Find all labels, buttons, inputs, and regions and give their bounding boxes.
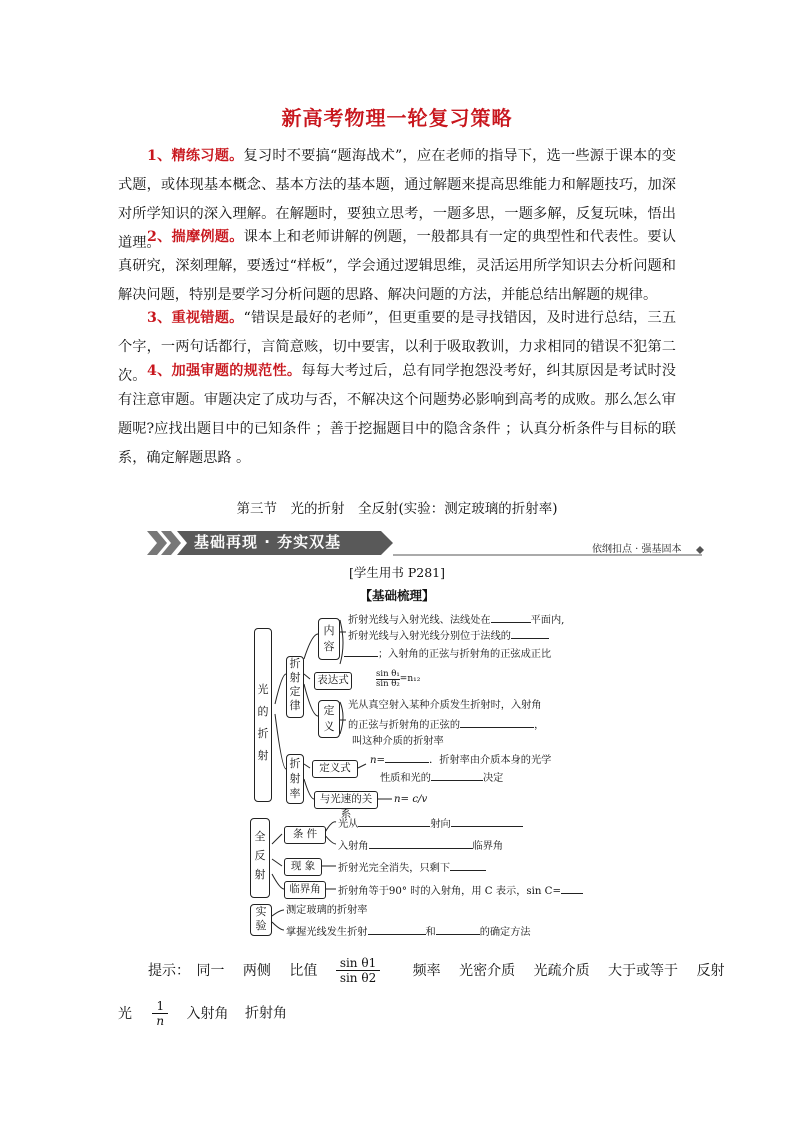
blank xyxy=(491,612,531,623)
hint-item: 两侧 xyxy=(242,962,271,979)
content-line-3 xyxy=(344,646,551,661)
cond-line-1-b: 射向 xyxy=(430,819,451,830)
def-expr-line-1-a: n= xyxy=(370,755,386,766)
blank xyxy=(358,816,430,827)
expression-den: sin θ₂ xyxy=(376,679,400,689)
connector-law-expr xyxy=(304,674,310,679)
node-law xyxy=(286,656,304,718)
root-total-reflection-label: 全反射 xyxy=(254,830,266,881)
hint-item: 入射角 xyxy=(186,1005,229,1022)
def-expr-line-2-a: 性质和光的 xyxy=(380,773,431,784)
def-line-3 xyxy=(352,735,444,748)
node-definition-label: 定义 xyxy=(323,704,335,733)
connector-law-content xyxy=(304,634,318,659)
hint-line-1 xyxy=(148,956,738,985)
paragraph-text: “错误是最好的老师”，但更重要的是寻找错因，及时进行总结，三五个字，一两句话都行，言简意赅，切中要害，以利于吸取教训，力求相同的错误不犯第二次。 xyxy=(118,310,677,384)
hint-fraction-2-num: 1 xyxy=(152,999,168,1014)
root-experiment-label: 实验 xyxy=(255,905,267,932)
hint-label: 提示： xyxy=(148,962,190,979)
node-speed-relation xyxy=(314,791,378,820)
hint-item: 反射 xyxy=(696,962,725,979)
def-expr-line-1-b: ．折射率由介质本身的光学 xyxy=(429,755,552,766)
hint-item: 比值 xyxy=(289,962,318,979)
def-line-2 xyxy=(348,717,544,732)
connector-root2-crit xyxy=(272,874,284,889)
content-line-1-a: 折射光线与入射光线、法线处在 xyxy=(348,615,491,626)
blank xyxy=(431,770,483,781)
node-critical-label: 临界角 xyxy=(289,883,321,895)
node-expression xyxy=(314,672,352,690)
connector-index-defexpr xyxy=(304,764,310,768)
root-refraction-label: 光的折射 xyxy=(257,683,269,762)
hint-item: 大于或等于 xyxy=(608,962,679,979)
node-def-expr xyxy=(312,760,358,778)
banner-diamond-icon xyxy=(696,546,704,554)
crit-line xyxy=(338,883,583,898)
node-expression-label: 表达式 xyxy=(317,674,349,686)
root-refraction xyxy=(254,628,272,802)
def-expr-line-1 xyxy=(370,752,551,767)
hint-item: 频率 xyxy=(412,962,441,979)
paragraph-lead: 4、加强审题的规范性。 xyxy=(147,363,302,379)
summary-title: 【基础梳理】 xyxy=(359,588,435,603)
connector-root1-law xyxy=(275,674,286,704)
paragraph-4 xyxy=(118,357,676,473)
node-phenomenon-label: 现 象 xyxy=(290,860,316,872)
blank xyxy=(344,646,378,657)
root-total-reflection xyxy=(250,818,270,898)
def-expr-line-2 xyxy=(380,770,503,785)
student-book-ref: [学生用书 P281] xyxy=(349,565,445,580)
page-title: 新高考物理一轮复习策略 xyxy=(281,106,513,130)
paragraph-text: 课本上和老师讲解的例题，一般都具有一定的典型性和代表性。要认真研究，深刻理解，要透过“样板”，学会通过逻辑思维，灵活运用所学知识去分析问题和解决问题，特别是要学习分析问题的思路、解决问题的方法，并能总结出解题的规律。 xyxy=(118,229,676,303)
paragraph-lead: 1、精练习题。 xyxy=(147,148,244,164)
content-line-3-a: ；入射角的正弦与折射角的正弦成正比 xyxy=(378,649,552,660)
blank xyxy=(460,717,534,728)
blank xyxy=(368,924,426,935)
mindmap xyxy=(240,604,580,944)
connector-def-lines xyxy=(340,702,346,734)
def-line-3-text: 叫这种介质的折射率 xyxy=(352,736,444,747)
banner-right-text: 依纲扣点 · 强基固本 xyxy=(592,544,682,555)
phen-line-text: 折射光完全消失，只剩下 xyxy=(338,863,451,874)
hint-line-2 xyxy=(118,999,287,1028)
connector-defexpr-line xyxy=(358,764,366,768)
hint-item: 折射角 xyxy=(245,1005,287,1022)
blank xyxy=(561,883,583,894)
connector-root2-phen xyxy=(272,859,282,866)
phen-line xyxy=(338,860,486,875)
cond-line-1-a: 光从 xyxy=(338,819,359,830)
blank xyxy=(436,924,480,935)
def-expr-line-2-b: 决定 xyxy=(482,773,504,784)
hint-item: 同一 xyxy=(196,962,225,979)
node-speed-label: 与光速的关系 xyxy=(319,793,373,820)
connector-root2-cond xyxy=(272,834,282,844)
cond-line-2 xyxy=(338,838,503,853)
exp-line-1-text: 测定玻璃的折射率 xyxy=(286,905,368,916)
blank xyxy=(369,838,473,849)
exp-line-2 xyxy=(286,924,531,939)
hint-fraction-den: sin θ2 xyxy=(339,971,377,985)
blank xyxy=(450,860,486,871)
blank xyxy=(451,816,523,827)
hint-item: 光密介质 xyxy=(459,962,516,979)
exp-line-2-b: 和 xyxy=(425,927,436,938)
paragraph-text: 每每大考过后，总有同学抱怨没考好，纠其原因是考试时没有注意审题。审题决定了成功与否，不解决这个问题势必影响到高考的成败。那么怎么审题呢?应找出题目中的已知条件 ；善于挖掘题目中的隐含条件 ；认真分析条件与目标的联系，确定解题思路 。 xyxy=(118,363,676,466)
banner-left-text: 基础再现 · 夯实双基 xyxy=(194,533,342,551)
crit-line-text: 折射角等于90° 时的入射角，用 C 表示，sin C= xyxy=(338,886,561,897)
root-experiment xyxy=(250,904,272,936)
paragraph-lead: 2、揣摩例题。 xyxy=(147,229,244,245)
expression-num: sin θ₁ xyxy=(376,669,400,679)
cond-line-1 xyxy=(338,816,523,831)
node-definition xyxy=(318,700,340,738)
node-index-label: 折射率 xyxy=(289,757,301,800)
connector-index-speed xyxy=(304,779,314,799)
node-critical-angle xyxy=(284,881,326,899)
node-index xyxy=(286,754,304,804)
section-title: 第三节 光的折射 全反射(实验：测定玻璃的折射率) xyxy=(236,501,558,517)
cond-line-2-a: 入射角 xyxy=(338,841,369,852)
node-condition-label: 条 件 xyxy=(292,828,318,840)
node-content-label: 内容 xyxy=(323,624,335,653)
speed-expression: n= c/v xyxy=(394,794,428,805)
def-line-2-a: 的正弦与折射角的正弦的 xyxy=(348,720,461,731)
connector-root1-index xyxy=(275,714,286,769)
node-content xyxy=(318,618,340,660)
hint-item: 光 xyxy=(118,1005,132,1022)
blank xyxy=(511,628,549,639)
def-line-1 xyxy=(348,699,542,712)
blank xyxy=(385,752,429,763)
exp-line-1 xyxy=(286,904,368,917)
exp-line-2-c: 的确定方法 xyxy=(479,927,531,938)
node-phenomenon xyxy=(284,858,322,876)
exp-line-2-a: 掌握光线发生折射 xyxy=(286,927,368,938)
expression-rhs: =n₁₂ xyxy=(399,674,421,684)
content-line-1-b: 平面内, xyxy=(530,615,565,626)
node-def-expr-label: 定义式 xyxy=(319,762,351,774)
hint-fraction-2-den: n xyxy=(156,1014,165,1028)
hint-fraction xyxy=(336,956,394,985)
node-condition xyxy=(284,826,326,844)
expression-formula xyxy=(376,670,420,689)
cond-line-2-b: 临界角 xyxy=(472,841,504,852)
paragraph-2 xyxy=(118,223,676,310)
node-law-label: 折射定律 xyxy=(289,657,301,712)
hint-fraction-2 xyxy=(152,999,168,1028)
expression-fraction xyxy=(376,670,400,689)
content-line-1 xyxy=(348,612,564,627)
paragraph-text: 复习时不要搞“题海战术”，应在老师的指导下，选一些源于课本的变式题，或体现基本概念、基本方法的基本题，通过解题来提高思维能力和解题技巧，加深对所学知识的深入理解。在解题时，要独立思考，一题多思，一题多解，反复玩味，悟出道理。 xyxy=(118,148,677,251)
connector-exp-lines xyxy=(272,910,284,930)
content-line-2 xyxy=(348,628,549,643)
def-line-1-text: 光从真空射入某种介质发生折射时，入射角 xyxy=(348,700,542,711)
content-line-2-a: 折射光线与入射光线分别位于法线的 xyxy=(348,631,511,642)
hint-fraction-num: sin θ1 xyxy=(336,956,380,971)
paragraph-lead: 3、重视错题。 xyxy=(147,310,244,326)
def-line-2-b: ， xyxy=(534,720,545,731)
hint-item: 光疏介质 xyxy=(533,962,590,979)
